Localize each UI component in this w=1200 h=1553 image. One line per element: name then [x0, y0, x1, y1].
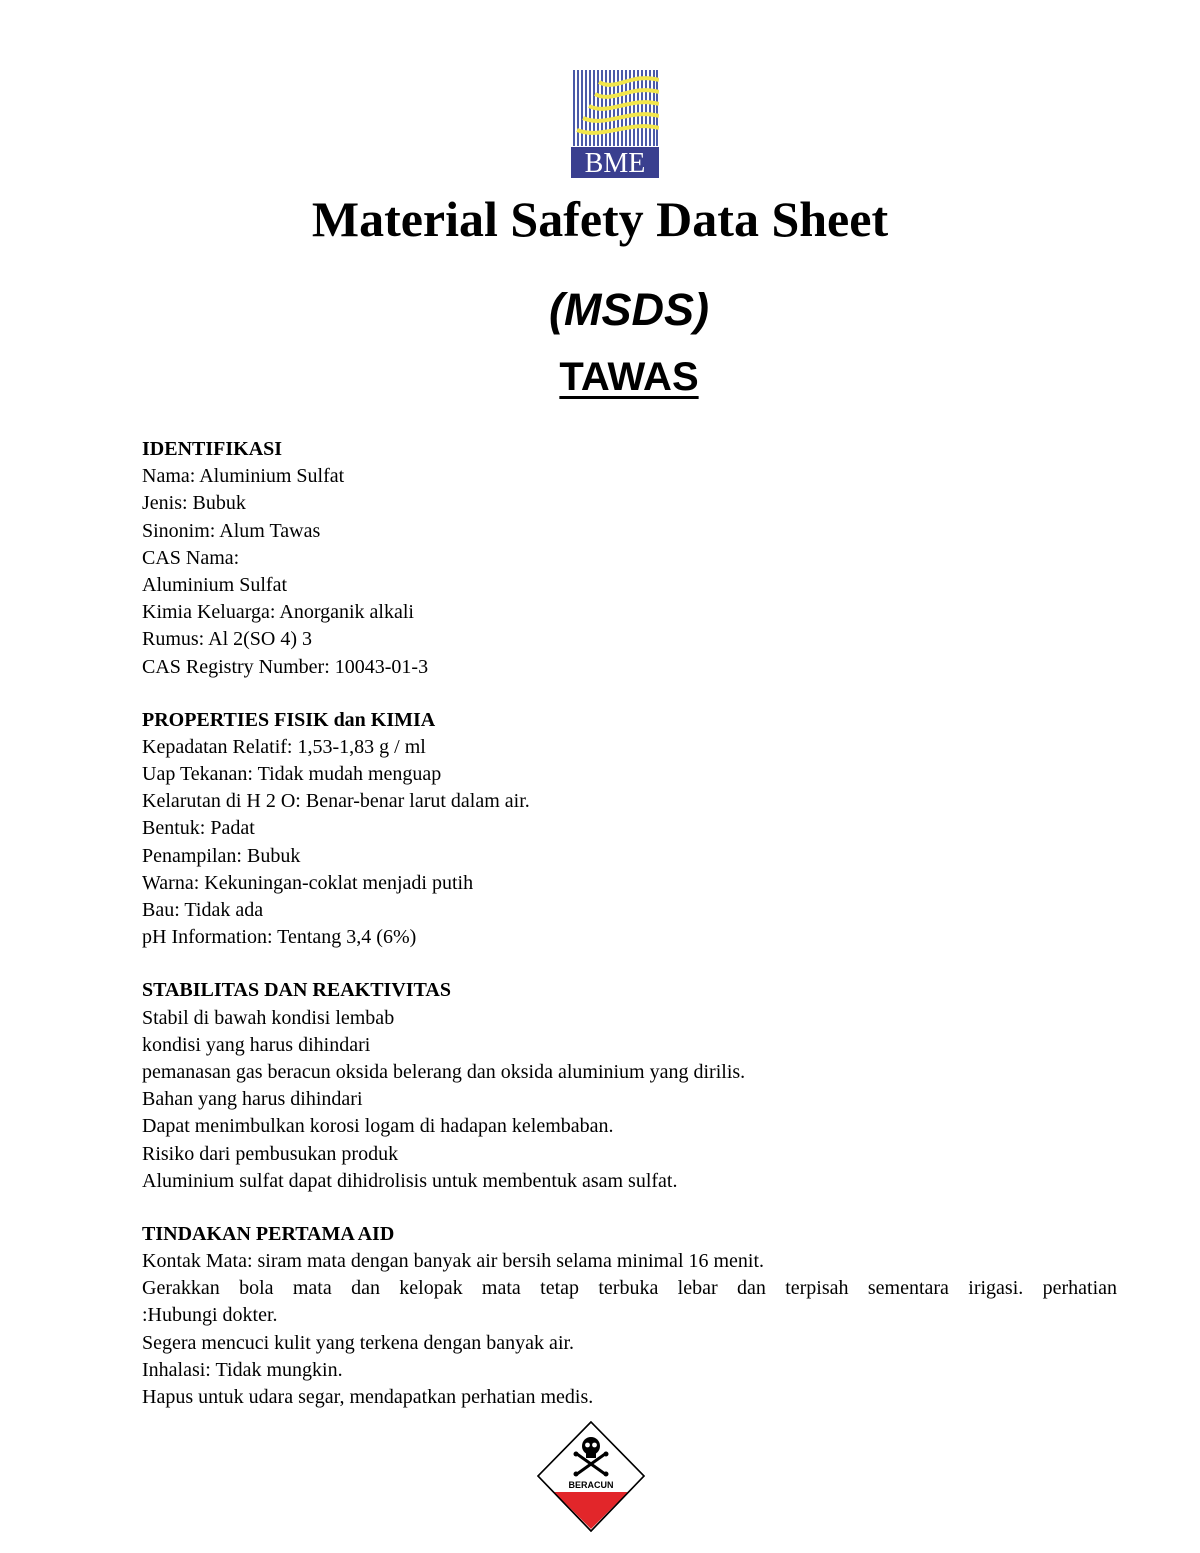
- identifikasi-line: Nama: Aluminium Sulfat: [142, 465, 345, 488]
- stabilitas-line: pemanasan gas beracun oksida belerang dan oksida aluminium yang dirilis.: [142, 1060, 746, 1083]
- document-body: [142, 436, 1117, 1411]
- properties-line: Warna: Kekuningan-coklat menjadi putih: [142, 871, 474, 894]
- identifikasi-line: CAS Nama:: [142, 546, 240, 569]
- properties-line: Uap Tekanan: Tidak mudah menguap: [142, 763, 442, 786]
- section-gap: [142, 1195, 1117, 1221]
- hazard-red-segment: [554, 1492, 628, 1529]
- product-name: [0, 350, 1200, 404]
- page-subtitle: (MSDS): [549, 284, 709, 335]
- section-heading-properties: PROPERTIES FISIK dan KIMIA: [142, 708, 436, 731]
- section-heading-stabilitas: STABILITAS DAN REAKTIVITAS: [142, 979, 451, 1002]
- stabilitas-line: Risiko dari pembusukan produk: [142, 1142, 399, 1165]
- bme-logo: [571, 68, 659, 178]
- properties-line: Bentuk: Padat: [142, 817, 255, 840]
- identifikasi-line: Kimia Keluarga: Anorganik alkali: [142, 601, 414, 624]
- pertolongan-line: Kontak Mata: siram mata dengan banyak air bersih selama minimal 16 menit.: [142, 1250, 765, 1273]
- stabilitas-line: Aluminium sulfat dapat dihidrolisis untuk membentuk asam sulfat.: [142, 1169, 678, 1192]
- identifikasi-line: Jenis: Bubuk: [142, 492, 246, 515]
- product-name-text: TAWAS: [559, 355, 699, 399]
- page-title: Material Safety Data Sheet: [311, 191, 889, 247]
- properties-line: Kepadatan Relatif: 1,53-1,83 g / ml: [142, 735, 426, 758]
- section-heading-identifikasi: IDENTIFIKASI: [142, 438, 283, 460]
- properties-line: Bau: Tidak ada: [142, 899, 264, 921]
- stabilitas-line: kondisi yang harus dihindari: [142, 1033, 371, 1056]
- pertolongan-line: Segera mencuci kulit yang terkena dengan banyak air.: [142, 1331, 575, 1354]
- identifikasi-line: CAS Registry Number: 10043-01-3: [142, 655, 429, 678]
- section-heading-pertolongan: TINDAKAN PERTAMA AID: [142, 1222, 395, 1245]
- stabilitas-line: Dapat menimbulkan korosi logam di hadapan kelembaban.: [142, 1115, 614, 1138]
- properties-line: Kelarutan di H 2 O: Benar-benar larut dalam air.: [142, 790, 530, 813]
- logo-text: BME: [584, 148, 646, 178]
- identifikasi-line: Sinonim: Alum Tawas: [142, 519, 321, 542]
- stabilitas-line: Stabil di bawah kondisi lembab: [142, 1006, 395, 1029]
- identifikasi-line: Rumus: Al 2(SO 4) 3: [142, 628, 313, 651]
- section-gap: [142, 951, 1117, 977]
- identifikasi-line: Aluminium Sulfat: [142, 573, 287, 596]
- pertolongan-line-justified: Gerakkan bola mata dan kelopak mata tetap terbuka lebar dan terpisah sementara irigasi. perhatian: [142, 1277, 1117, 1300]
- section-gap: [142, 681, 1117, 707]
- hazard-label: BERACUN: [568, 1480, 614, 1490]
- properties-line: pH Information: Tentang 3,4 (6%): [142, 926, 417, 949]
- pertolongan-line: :Hubungi dokter.: [142, 1304, 278, 1327]
- toxic-hazard-icon: [536, 1420, 646, 1533]
- pertolongan-line: Hapus untuk udara segar, mendapatkan perhatian medis.: [142, 1386, 594, 1408]
- properties-line: Penampilan: Bubuk: [142, 844, 301, 867]
- stabilitas-line: Bahan yang harus dihindari: [142, 1088, 363, 1111]
- pertolongan-line: Inhalasi: Tidak mungkin.: [142, 1358, 343, 1381]
